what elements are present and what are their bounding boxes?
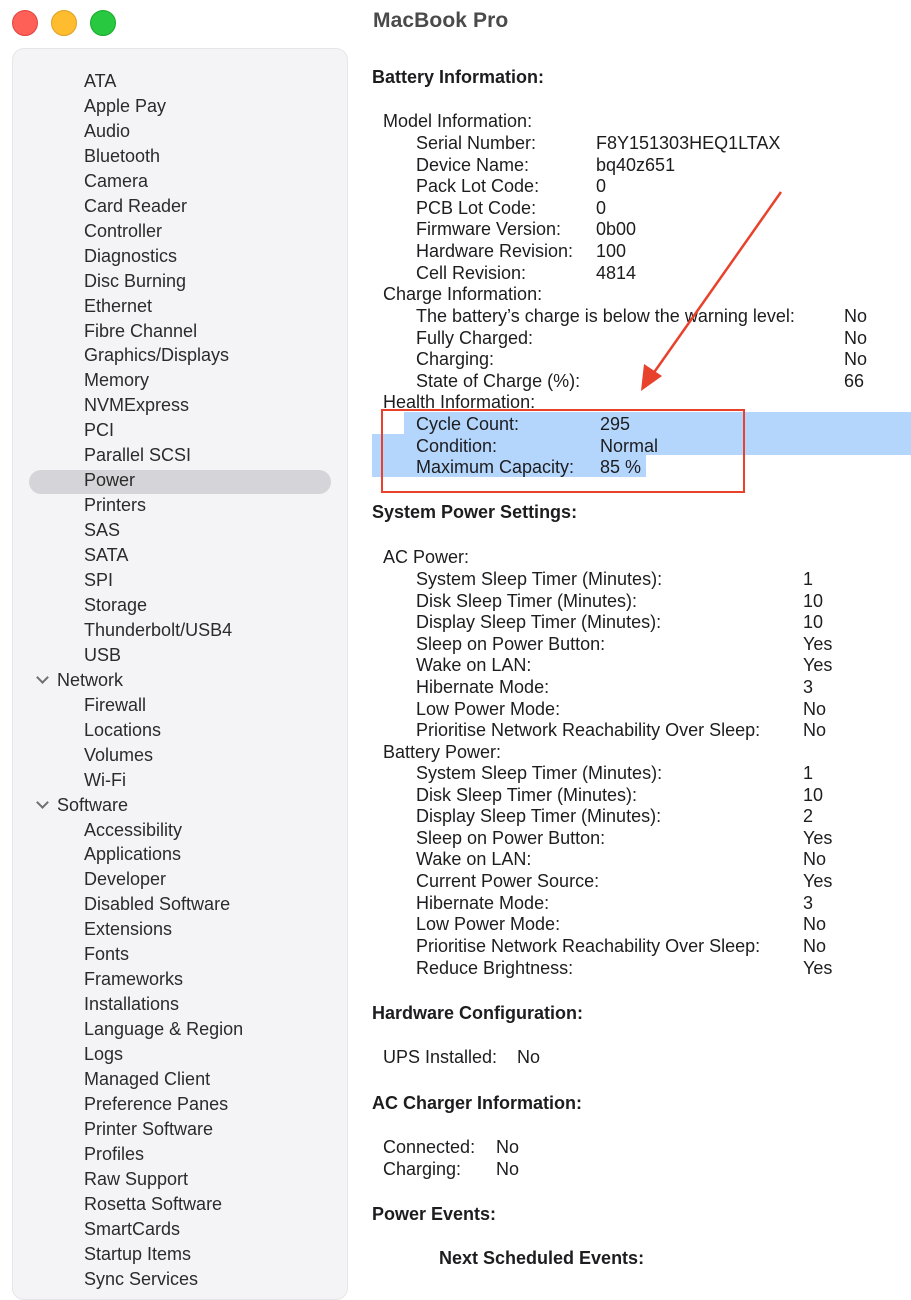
group-label-ac-power: AC Power: bbox=[383, 547, 470, 567]
model-info-value: 100 bbox=[596, 241, 627, 262]
ups-installed-label: UPS Installed: bbox=[383, 1047, 498, 1067]
sidebar-item-preference-panes[interactable]: Preference Panes bbox=[84, 1093, 229, 1114]
sidebar-group-network[interactable]: Network bbox=[57, 669, 124, 690]
model-info-label: Cell Revision: bbox=[416, 262, 527, 283]
charge-info-label: Fully Charged: bbox=[416, 327, 534, 348]
sidebar-item-logs[interactable]: Logs bbox=[84, 1044, 124, 1065]
model-info-value: 4814 bbox=[596, 262, 637, 283]
model-info-label: Device Name: bbox=[416, 154, 530, 175]
health-info-value: 85 % bbox=[600, 457, 642, 478]
sidebar-item-installations[interactable]: Installations bbox=[84, 994, 180, 1015]
group-label-model: Model Information: bbox=[383, 111, 533, 131]
sidebar-item-managed-client[interactable]: Managed Client bbox=[84, 1069, 211, 1089]
sidebar-item-applications[interactable]: Applications bbox=[84, 844, 182, 865]
sidebar-item-wi-fi[interactable]: Wi-Fi bbox=[84, 769, 126, 790]
sidebar-item-disc-burning[interactable]: Disc Burning bbox=[84, 270, 187, 291]
battery-power-value: Yes bbox=[803, 957, 833, 978]
group-label-health: Health Information: bbox=[383, 392, 536, 412]
model-info-value: bq40z651 bbox=[596, 154, 676, 175]
sidebar-item-volumes[interactable]: Volumes bbox=[84, 744, 154, 765]
section-heading-power-settings: System Power Settings: bbox=[372, 502, 578, 522]
battery-power-value: 1 bbox=[803, 763, 814, 783]
model-info-value: F8Y151303HEQ1LTAX bbox=[596, 133, 781, 153]
sidebar-item-ethernet[interactable]: Ethernet bbox=[84, 295, 153, 316]
ac-power-label: Prioritise Network Reachability Over Sleep: bbox=[416, 720, 761, 741]
sidebar-item-thunderbolt-usb4[interactable]: Thunderbolt/USB4 bbox=[84, 619, 233, 640]
charge-info-value: 66 bbox=[844, 370, 865, 391]
title-bar bbox=[0, 0, 911, 46]
annotation-arrow-icon bbox=[626, 176, 796, 401]
sidebar-item-disabled-software[interactable]: Disabled Software bbox=[84, 894, 231, 915]
sidebar-item-rosetta-software[interactable]: Rosetta Software bbox=[84, 1193, 223, 1214]
health-info-label: Maximum Capacity: bbox=[416, 457, 575, 478]
section-heading-battery: Battery Information: bbox=[372, 67, 545, 87]
sidebar-item-firewall[interactable]: Firewall bbox=[84, 694, 147, 715]
sidebar-item-nvmexpress[interactable]: NVMExpress bbox=[84, 395, 190, 416]
minimize-window-button[interactable] bbox=[51, 10, 77, 36]
annotation-highlight-box bbox=[381, 409, 745, 493]
sidebar-item-printers[interactable]: Printers bbox=[84, 495, 147, 516]
ups-installed-value: No bbox=[517, 1047, 541, 1067]
charge-info-value: No bbox=[844, 349, 868, 370]
sidebar-item-parallel-scsi[interactable]: Parallel SCSI bbox=[84, 445, 192, 466]
sidebar-selected-highlight bbox=[29, 470, 331, 494]
sidebar-item-frameworks[interactable]: Frameworks bbox=[84, 969, 184, 990]
ac-power-label: Disk Sleep Timer (Minutes): bbox=[416, 590, 638, 611]
sidebar-item-sync-services[interactable]: Sync Services bbox=[84, 1268, 199, 1289]
charge-info-label: Charging: bbox=[416, 349, 495, 370]
battery-power-value: 2 bbox=[803, 806, 814, 827]
battery-power-value: Yes bbox=[803, 871, 833, 892]
ac-power-value: 10 bbox=[803, 612, 824, 633]
sidebar-item-developer[interactable]: Developer bbox=[84, 869, 167, 890]
charge-info-label: The battery’s charge is below the warning level: bbox=[416, 306, 795, 326]
ac-power-label: Display Sleep Timer (Minutes): bbox=[416, 612, 662, 633]
sidebar-item-locations[interactable]: Locations bbox=[84, 719, 162, 740]
model-info-label: PCB Lot Code: bbox=[416, 197, 537, 218]
ac-connected-label: Connected: bbox=[383, 1137, 476, 1157]
window-title: MacBook Pro bbox=[373, 9, 509, 32]
sidebar-item-sas[interactable]: SAS bbox=[84, 520, 121, 541]
ac-charging-value: No bbox=[496, 1159, 520, 1179]
battery-power-label: Wake on LAN: bbox=[416, 849, 532, 870]
battery-power-value: Yes bbox=[803, 827, 833, 848]
sidebar-item-audio[interactable]: Audio bbox=[84, 120, 131, 141]
sidebar-group-software[interactable]: Software bbox=[57, 794, 129, 815]
group-label-battery-power: Battery Power: bbox=[383, 742, 502, 762]
ac-power-value: No bbox=[803, 698, 827, 719]
sidebar-item-apple-pay[interactable]: Apple Pay bbox=[84, 95, 167, 116]
model-info-label: Pack Lot Code: bbox=[416, 176, 540, 197]
model-info-value: 0 bbox=[596, 176, 607, 197]
sidebar-item-startup-items[interactable]: Startup Items bbox=[84, 1243, 192, 1264]
ac-power-value: No bbox=[803, 720, 827, 741]
charge-info-value: No bbox=[844, 306, 868, 326]
battery-power-label: Hibernate Mode: bbox=[416, 892, 550, 913]
sidebar-item-sata[interactable]: SATA bbox=[84, 545, 129, 566]
section-heading-hardware-config: Hardware Configuration: bbox=[372, 1003, 584, 1023]
ac-power-value: Yes bbox=[803, 655, 833, 676]
battery-power-label: Low Power Mode: bbox=[416, 914, 561, 935]
sidebar-item-profiles[interactable]: Profiles bbox=[84, 1143, 145, 1164]
battery-power-value: No bbox=[803, 914, 827, 935]
ac-connected-value: No bbox=[496, 1137, 520, 1157]
sidebar-item-memory[interactable]: Memory bbox=[84, 370, 150, 391]
detail-pane bbox=[346, 46, 911, 1280]
ac-power-label: Wake on LAN: bbox=[416, 655, 532, 676]
group-label-charge: Charge Information: bbox=[383, 284, 543, 304]
sidebar-item-storage[interactable]: Storage bbox=[84, 594, 148, 615]
chevron-down-icon[interactable] bbox=[36, 671, 49, 684]
sidebar-item-camera[interactable]: Camera bbox=[84, 170, 149, 191]
section-heading-ac-charger: AC Charger Information: bbox=[372, 1093, 583, 1113]
battery-power-label: Reduce Brightness: bbox=[416, 957, 574, 978]
ac-power-value: 3 bbox=[803, 677, 814, 698]
zoom-window-button[interactable] bbox=[90, 10, 116, 36]
next-scheduled-events-heading: Next Scheduled Events: bbox=[439, 1248, 645, 1268]
ac-power-value: 10 bbox=[803, 590, 824, 611]
battery-power-label: System Sleep Timer (Minutes): bbox=[416, 763, 663, 783]
sidebar-item-spi[interactable]: SPI bbox=[84, 570, 114, 590]
sidebar-item-printer-software[interactable]: Printer Software bbox=[84, 1118, 214, 1139]
battery-power-value: No bbox=[803, 849, 827, 870]
charge-info-value: No bbox=[844, 327, 868, 348]
model-info-label: Hardware Revision: bbox=[416, 241, 574, 262]
battery-power-label: Display Sleep Timer (Minutes): bbox=[416, 806, 662, 827]
arrow-head bbox=[641, 364, 662, 391]
health-info-value: Normal bbox=[600, 435, 659, 456]
ac-power-label: Low Power Mode: bbox=[416, 698, 561, 719]
section-heading-power-events: Power Events: bbox=[372, 1204, 497, 1224]
close-window-button[interactable] bbox=[12, 10, 38, 36]
model-info-label: Firmware Version: bbox=[416, 219, 562, 240]
model-info-value: 0b00 bbox=[596, 219, 637, 240]
sidebar-item-usb[interactable]: USB bbox=[84, 644, 122, 665]
battery-power-label: Disk Sleep Timer (Minutes): bbox=[416, 784, 638, 805]
sidebar-item-extensions[interactable]: Extensions bbox=[84, 919, 173, 940]
sidebar-item-language-region[interactable]: Language & Region bbox=[84, 1019, 244, 1040]
battery-power-label: Sleep on Power Button: bbox=[416, 827, 606, 848]
sidebar-item-diagnostics[interactable]: Diagnostics bbox=[84, 245, 178, 266]
sidebar-item-raw-support[interactable]: Raw Support bbox=[84, 1168, 189, 1189]
ac-charging-label: Charging: bbox=[383, 1159, 462, 1179]
sidebar-item-graphics-displays[interactable]: Graphics/Displays bbox=[84, 345, 230, 366]
battery-power-value: 10 bbox=[803, 784, 824, 805]
ac-power-value: 1 bbox=[803, 569, 814, 589]
sidebar-item-power[interactable]: Power bbox=[84, 470, 136, 491]
sidebar-item-smartcards[interactable]: SmartCards bbox=[84, 1218, 181, 1239]
ac-power-label: Sleep on Power Button: bbox=[416, 633, 606, 654]
health-info-label: Cycle Count: bbox=[416, 414, 520, 434]
health-info-value: 295 bbox=[600, 414, 631, 434]
battery-power-value: No bbox=[803, 935, 827, 956]
sidebar-item-bluetooth[interactable]: Bluetooth bbox=[84, 145, 161, 166]
ac-power-label: System Sleep Timer (Minutes): bbox=[416, 569, 663, 589]
sidebar-item-card-reader[interactable]: Card Reader bbox=[84, 195, 188, 216]
sidebar-item-ata[interactable]: ATA bbox=[84, 71, 117, 91]
ac-power-value: Yes bbox=[803, 633, 833, 654]
ac-power-label: Hibernate Mode: bbox=[416, 677, 550, 698]
battery-power-label: Current Power Source: bbox=[416, 871, 600, 892]
sidebar-item-fibre-channel[interactable]: Fibre Channel bbox=[84, 320, 198, 341]
charge-info-label: State of Charge (%): bbox=[416, 370, 581, 391]
health-info-label: Condition: bbox=[416, 435, 498, 456]
arrow-shaft bbox=[648, 192, 781, 381]
model-info-value: 0 bbox=[596, 197, 607, 218]
chevron-down-icon[interactable] bbox=[36, 796, 49, 809]
sidebar bbox=[12, 48, 348, 1300]
sidebar-item-controller[interactable]: Controller bbox=[84, 220, 163, 241]
model-info-label: Serial Number: bbox=[416, 133, 537, 153]
sidebar-item-pci[interactable]: PCI bbox=[84, 420, 115, 441]
sidebar-item-accessibility[interactable]: Accessibility bbox=[84, 819, 183, 840]
battery-power-value: 3 bbox=[803, 892, 814, 913]
sidebar-item-fonts[interactable]: Fonts bbox=[84, 944, 130, 965]
battery-power-label: Prioritise Network Reachability Over Sleep: bbox=[416, 935, 761, 956]
